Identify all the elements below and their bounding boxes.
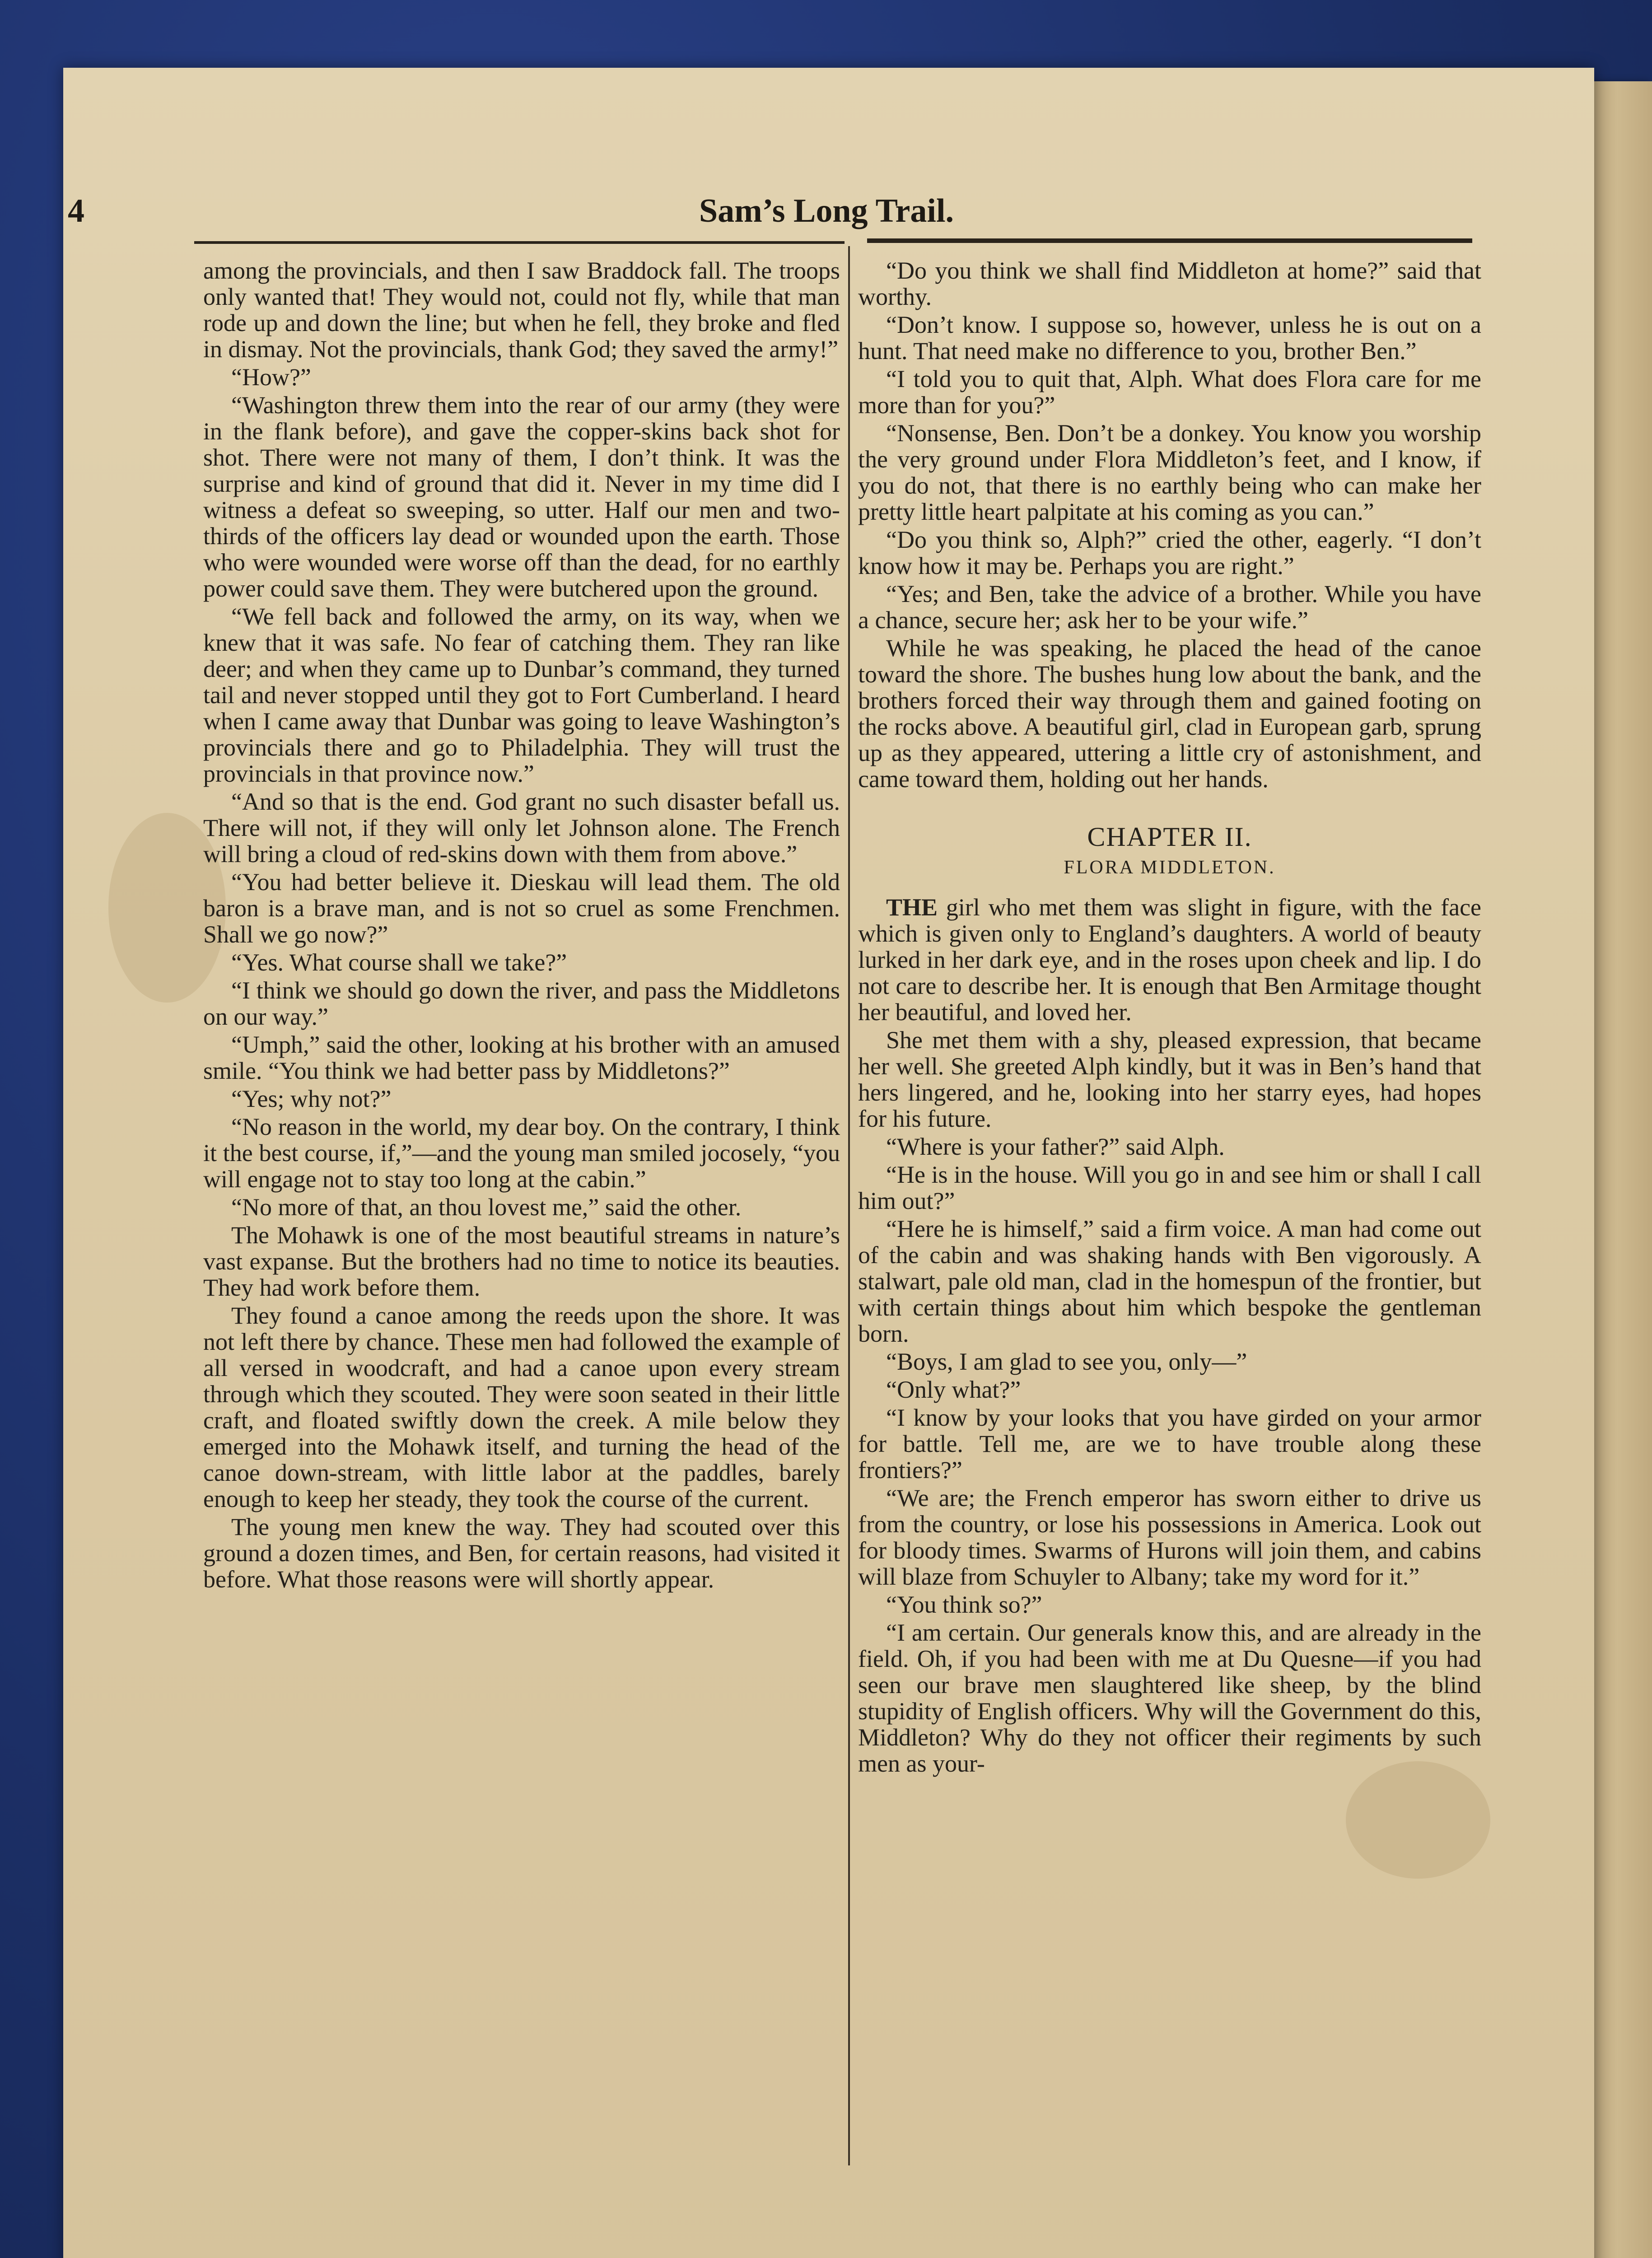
paragraph: The Mohawk is one of the most beautiful streams in nature’s vast expanse. But the brothers had no time to notice its beauties. They had work before them.: [203, 1222, 840, 1301]
paragraph: “No more of that, an thou lovest me,” said the other.: [231, 1194, 742, 1221]
paragraph: “Washington threw them into the rear of our army (they were in the flank before), and gave the copper-skins back shot for shot. There were not many of them, I don’t think. It was the surprise and kind of ground that did it. Never in my time did I witness a defeat so sweeping, so utter. Half our men and two-thirds of the officers lay dead or wounded upon the earth. Those who were wounded were worse off than the dead, for no earthly power could save them. They were butchered upon the ground.: [203, 392, 840, 602]
paragraph: “How?”: [231, 364, 311, 391]
paragraph: “We are; the French emperor has sworn either to drive us from the country, or lose his possessions in America. Look out for bloody times. Swarms of Hurons will join them, and cabins will blaze from Schuyler to Albany; take my word for it.”: [858, 1484, 1481, 1590]
paragraph: “You had better believe it. Dieskau will lead them. The old baron is a brave man, and is not so cruel as some Frenchmen. Shall we go now?”: [203, 868, 840, 948]
paragraph: “Do you think so, Alph?” cried the other, eagerly. “I don’t know how it may be. Perhaps you are right.”: [858, 526, 1481, 579]
header-rule-right: [867, 238, 1472, 243]
paragraph: “I am certain. Our generals know this, and are already in the field. Oh, if you had been with me at Du Quesne—if you had seen our brave men slaughtered like sheep, by the blind stupidity of English officers. Why will the Government do this, Middleton? Why do they not officer their regiments by such men as your-: [858, 1619, 1481, 1777]
running-title: Sam’s Long Trail.: [699, 192, 954, 229]
paragraph: While he was speaking, he placed the head of the canoe toward the shore. The bushes hung low about the bank, and the brothers forced their way through them and gained footing on the rocks above. A beautiful girl, clad in European garb, sprung up as they appeared, uttering a little cry of astonishment, and came toward them, holding out her hands.: [858, 634, 1481, 793]
paragraph: “Only what?”: [886, 1376, 1021, 1403]
paragraph: “Umph,” said the other, looking at his brother with an amused smile. “You think we had better pass by Middletons?”: [203, 1031, 840, 1084]
paragraph: “Don’t know. I suppose so, however, unless he is out on a hunt. That need make no difference to you, brother Ben.”: [858, 311, 1481, 364]
opening-word: THE: [886, 894, 938, 921]
paragraph: “Yes; why not?”: [231, 1085, 392, 1112]
opening-text: girl who met them was slight in figure, with the face which is given only to England’s daughters. A world of beauty lurked in her dark eye, and in the roses upon cheek and lip. I do not care to describe her. It is enough that Ben Armitage thought her beautiful, and loved her.: [858, 894, 1481, 1026]
paragraph: “Boys, I am glad to see you, only—”: [886, 1348, 1247, 1375]
right-column: [858, 257, 1481, 1778]
header-rule-left: [194, 241, 845, 244]
paper-stain: [1346, 1761, 1490, 1879]
paragraph: “Yes; and Ben, take the advice of a brother. While you have a chance, secure her; ask her to be your wife.”: [858, 580, 1481, 634]
paragraph: “Nonsense, Ben. Don’t be a donkey. You know you worship the very ground under Flora Middleton’s feet, and I know, if you do not, that there is no earthly being who can make her pretty little heart palpitate at his coming as you can.”: [858, 420, 1481, 525]
page-number: 4: [68, 192, 84, 229]
paragraph: “He is in the house. Will you go in and see him or shall I call him out?”: [858, 1161, 1481, 1214]
paragraph: “Do you think we shall find Middleton at home?” said that worthy.: [858, 257, 1481, 310]
paragraph: “No reason in the world, my dear boy. On the contrary, I think it the best course, if,”—and the young man smiled jocosely, “you will engage not to stay too long at the cabin.”: [203, 1113, 840, 1193]
chapter-heading: CHAPTER II.: [1087, 822, 1252, 852]
column-divider: [848, 246, 850, 2165]
paragraph: “Where is your father?” said Alph.: [886, 1133, 1225, 1160]
paragraph: “Yes. What course shall we take?”: [231, 949, 567, 976]
adjacent-page-edge: [1594, 81, 1652, 2258]
paragraph: “Here he is himself,” said a firm voice. A man had come out of the cabin and was shaking hands with Ben vigorously. A stalwart, pale old man, clad in the homespun of the frontier, but with certain things about him which bespoke the gentleman born.: [858, 1215, 1481, 1347]
paragraph: They found a canoe among the reeds upon the shore. It was not left there by chance. These men had followed the example of all versed in woodcraft, and had a canoe upon every stream through which they scouted. They were soon seated in their little craft, and floated swiftly down the creek. A mile below they emerged into the Mohawk itself, and turning the head of the canoe down-stream, with little labor at the paddles, barely enough to keep her steady, they took the course of the current.: [203, 1302, 840, 1512]
chapter-subtitle: FLORA MIDDLETON.: [1064, 857, 1276, 878]
paragraph: “We fell back and followed the army, on its way, when we knew that it was safe. No fear of catching them. They ran like deer; and when they came up to Dunbar’s command, they turned tail and never stopped until they got to Fort Cumberland. I heard when I came away that Dunbar was going to leave Washington’s provincials there and go to Philadelphia. They will trust the provincials in that province now.”: [203, 603, 840, 787]
paragraph: “And so that is the end. God grant no such disaster befall us. There will not, if they will only let Johnson alone. The French will bring a cloud of red-skins down with them from above.”: [203, 788, 840, 868]
left-column: [203, 257, 840, 1594]
paragraph: “You think so?”: [886, 1591, 1042, 1618]
paragraph: “I think we should go down the river, and pass the Middletons on our way.”: [203, 977, 840, 1030]
paragraph: “I told you to quit that, Alph. What does Flora care for me more than for you?”: [858, 365, 1481, 419]
paragraph: She met them with a shy, pleased expression, that became her well. She greeted Alph kindly, but it was in Ben’s hand that hers lingered, and he, looking into her starry eyes, had hopes for his future.: [858, 1026, 1481, 1132]
paragraph: The young men knew the way. They had scouted over this ground a dozen times, and Ben, for certain reasons, had visited it before. What those reasons were will shortly appear.: [203, 1513, 840, 1593]
chapter-opening-paragraph: [858, 894, 1481, 1025]
paragraph: “I know by your looks that you have girded on your armor for battle. Tell me, are we to have trouble along these frontiers?”: [858, 1404, 1481, 1484]
paragraph: among the provincials, and then I saw Braddock fall. The troops only wanted that! They would not, could not fly, while that man rode up and down the line; but when he fell, they broke and fled in dismay. Not the provincials, thank God; they saved the army!”: [203, 257, 840, 363]
